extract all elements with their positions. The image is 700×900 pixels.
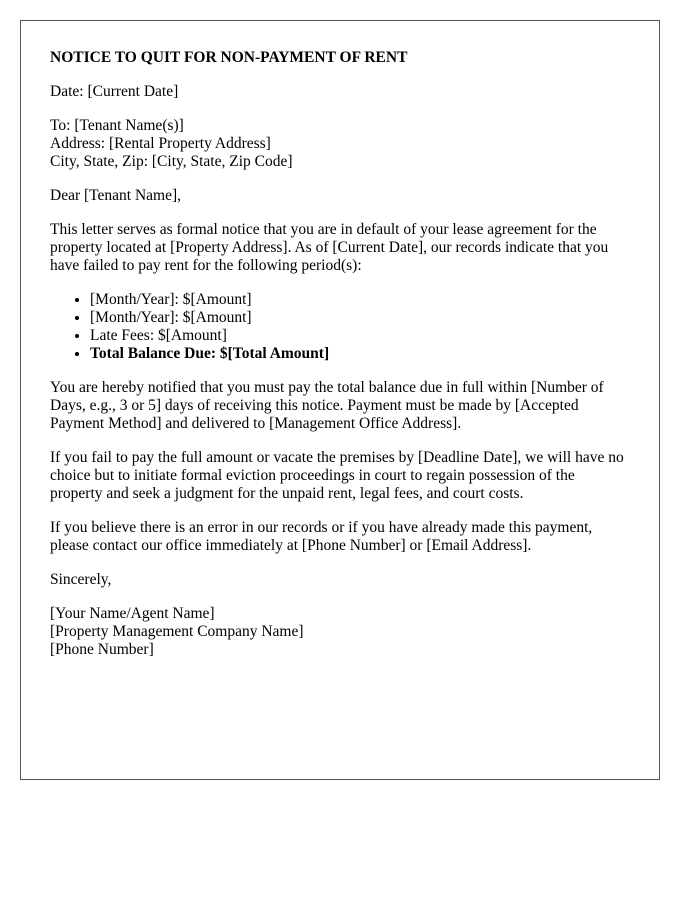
recipient-block bbox=[50, 117, 630, 171]
contact-paragraph: If you believe there is an error in our records or if you have already made this payment, please contact our office immediately at [Phone Number] or [Email Address]. bbox=[50, 519, 593, 554]
list-item: • [Month/Year]: $[Amount] bbox=[90, 309, 630, 327]
salutation: Dear [Tenant Name], bbox=[50, 187, 182, 204]
letter-page bbox=[20, 20, 660, 780]
signature-phone: [Phone Number] bbox=[50, 641, 154, 658]
signature-block bbox=[50, 605, 630, 659]
recipient-city-state-zip: City, State, Zip: [City, State, Zip Code] bbox=[50, 153, 293, 170]
recipient-address: Address: [Rental Property Address] bbox=[50, 135, 271, 152]
arrears-list bbox=[50, 291, 630, 363]
signature-name: [Your Name/Agent Name] bbox=[50, 605, 215, 622]
total-balance-item: • Total Balance Due: $[Total Amount] bbox=[90, 345, 630, 363]
intro-paragraph: This letter serves as formal notice that you are in default of your lease agreement for the property located at [Property Address]. As of [Current Date], our records indicate that you have failed to pay rent for the following period(s): bbox=[50, 221, 609, 274]
list-item: • Late Fees: $[Amount] bbox=[90, 327, 630, 345]
letter-title: NOTICE TO QUIT FOR NON-PAYMENT OF RENT bbox=[50, 49, 408, 66]
payment-paragraph: You are hereby notified that you must pay the total balance due in full within [Number of Days, e.g., 3 or 5] days of receiving this notice. Payment must be made by [Accepted Payment Method] and delivered to [Management Office Address]. bbox=[50, 379, 604, 432]
date-line: Date: [Current Date] bbox=[50, 83, 179, 100]
consequence-paragraph: If you fail to pay the full amount or vacate the premises by [Deadline Date], we will have no choice but to initiate formal eviction proceedings in court to regain possession of the property and seek a judgment for the unpaid rent, legal fees, and court costs. bbox=[50, 449, 624, 502]
recipient-to: To: [Tenant Name(s)] bbox=[50, 117, 184, 134]
closing: Sincerely, bbox=[50, 571, 112, 588]
signature-company: [Property Management Company Name] bbox=[50, 623, 304, 640]
list-item: • [Month/Year]: $[Amount] bbox=[90, 291, 630, 309]
